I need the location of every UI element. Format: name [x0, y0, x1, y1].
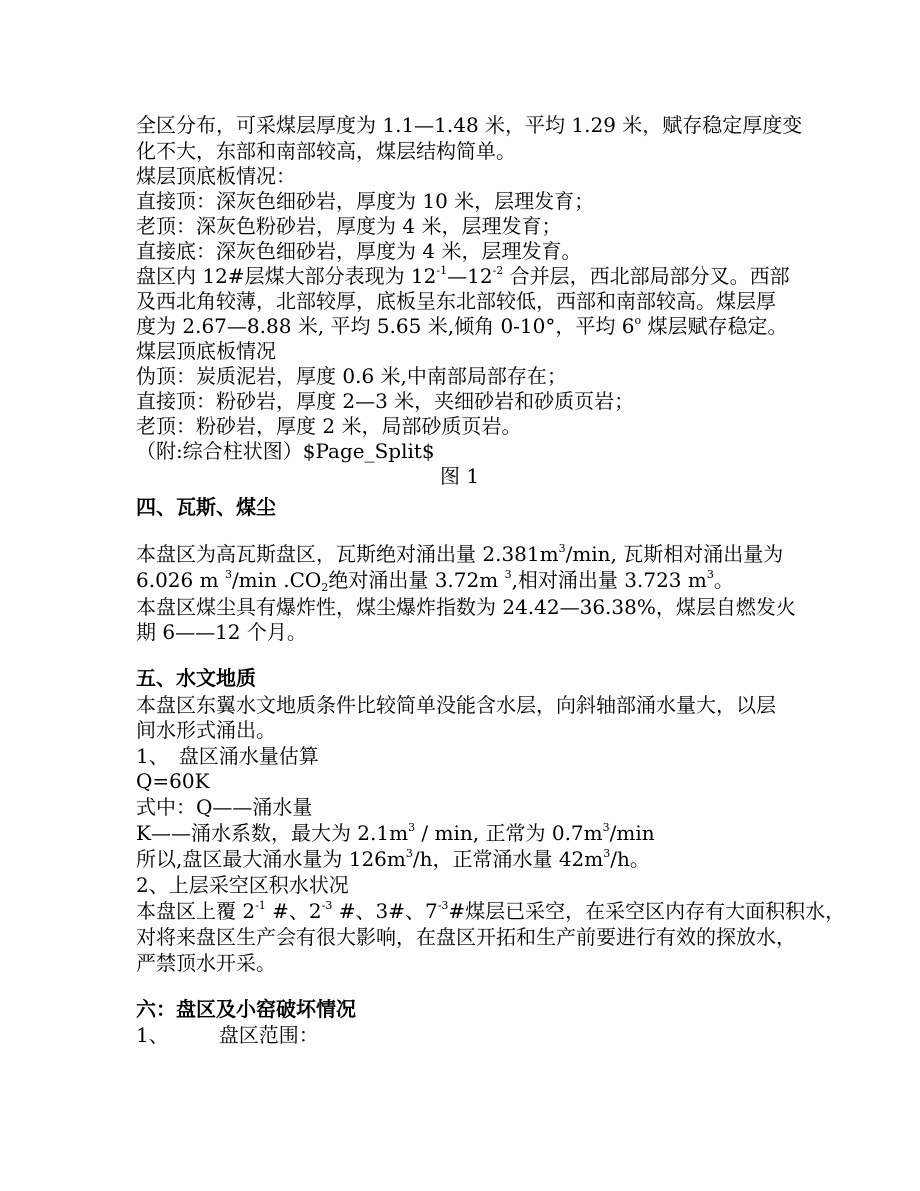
paragraph-line: 式中：Q——涌水量: [136, 795, 313, 819]
paragraph-line: 本盘区东翼水文地质条件比较简单没能含水层，向斜轴部涌水量大，以层: [136, 693, 776, 717]
paragraph-line: 对将来盘区生产会有很大影响，在盘区开拓和生产前要进行有效的探放水，: [136, 925, 796, 949]
paragraph-line: 直接顶：粉砂岩，厚度 2—3 米，夹细砂岩和砂质页岩；: [136, 389, 635, 413]
paragraph-line: 所以,盘区最大涌水量为 $126m^3/h$，正常涌水量 $42m^3/h$。: [136, 847, 650, 871]
paragraph-line: 严禁顶水开采。: [136, 951, 276, 975]
paragraph-line: 1、 盘区范围：: [136, 1023, 319, 1047]
paragraph-line: 老顶：深灰色粉砂岩，厚度为 4 米，层理发育；: [136, 214, 562, 238]
paragraph-line: 煤层顶底板情况: [136, 339, 276, 363]
section-heading: 六：盘区及小窑破坏情况: [136, 997, 356, 1021]
paragraph-line: 直接顶：深灰色细砂岩，厚度为 10 米，层理发育；: [136, 189, 595, 213]
paragraph-line: 度为 2.67—8.88 米, 平均 5.65 米,倾角 0-10°，平均 6$^o$ 煤层赋存稳定。: [136, 314, 788, 338]
paragraph-line: 2、上层采空区积水状况: [136, 873, 349, 897]
paragraph-line: 及西北角较薄，北部较厚，底板呈东北部较低，西部和南部较高。煤层厚: [136, 289, 776, 313]
paragraph-line: （附:综合柱状图）$Page_Split$: [136, 439, 435, 463]
paragraph-line: 本盘区为高瓦斯盘区，瓦斯绝对涌出量 $2.381m^3/\min$, 瓦斯相对涌出量为: [136, 542, 784, 566]
paragraph-line: 间水形式涌出。: [136, 718, 276, 742]
paragraph-line: 本盘区上覆 $2^{-1}$ #、$2^{-3}$ #、3#、$7^{-3}\#$煤层已采空，在采空区内存有大面积积水，: [136, 899, 846, 923]
paragraph-line: 煤层顶底板情况：: [136, 164, 296, 188]
paragraph-line: 直接底：深灰色细砂岩，厚度为 4 米，层理发育。: [136, 239, 582, 263]
paragraph-line: 1、 盘区涌水量估算: [136, 744, 319, 768]
paragraph-line: 期 6——12 个月。: [136, 620, 307, 644]
paragraph-line: 本盘区煤尘具有爆炸性，煤尘爆炸指数为 24.42—36.38%，煤层自燃发火: [136, 595, 796, 619]
section-heading: 五、水文地质: [136, 666, 256, 690]
paragraph-line: 老顶：粉砂岩，厚度 2 米，局部砂质页岩。: [136, 414, 522, 438]
paragraph-line: 盘区内 12#层煤大部分表现为 $12^{-1}—12^{-2}$ 合并层，西北部局部分叉。西部: [136, 264, 790, 288]
paragraph-line: K——涌水系数，最大为 $2.1m^3$ / min, 正常为 $0.7m^3/\min$: [136, 821, 655, 845]
paragraph-line: Q=60K: [136, 769, 210, 793]
section-heading: 四、瓦斯、煤尘: [136, 495, 276, 519]
paragraph-line: 全区分布，可采煤层厚度为 1.1—1.48 米，平均 1.29 米，赋存稳定厚度变: [136, 113, 803, 137]
figure-caption: 图 1: [440, 464, 480, 488]
paragraph-line: 6.026 m $^3$/min $.CO_2$绝对涌出量 3.72m $^3$,相对涌出量 3.723 $m^3$。: [136, 568, 734, 594]
paragraph-line: 伪顶：炭质泥岩，厚度 0.6 米,中南部局部存在；: [136, 364, 567, 388]
paragraph-line: 化不大，东部和南部较高，煤层结构简单。: [136, 139, 516, 163]
